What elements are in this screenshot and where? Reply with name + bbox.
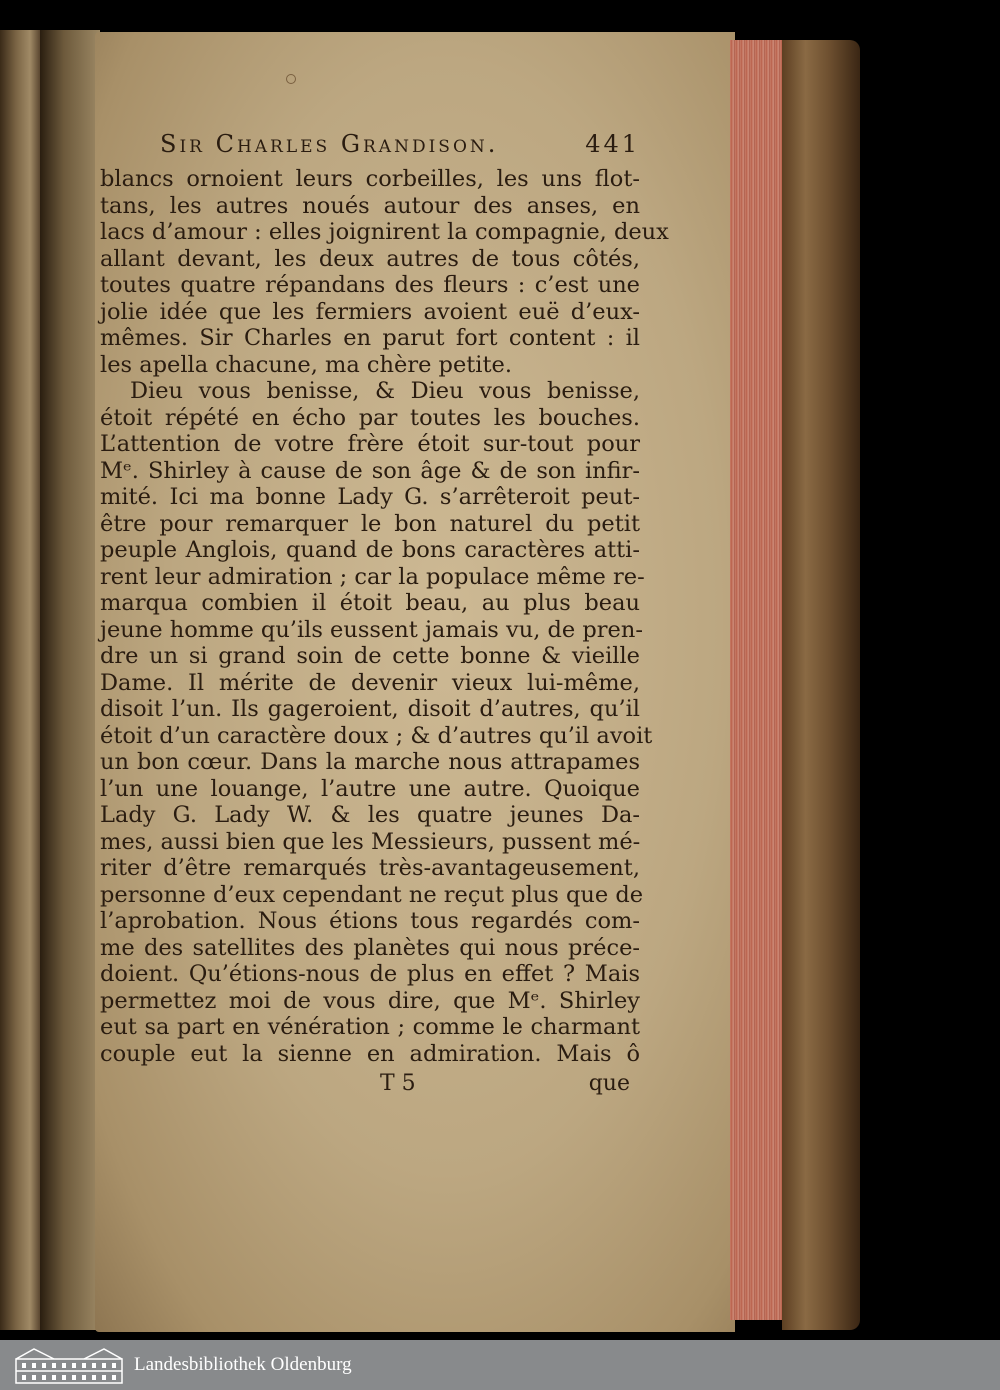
- text-line: jeune homme qu’ils eussent jamais vu, de pren-: [100, 616, 643, 643]
- library-building-icon: [14, 1345, 124, 1385]
- text-line: me des satellites des planètes qui nous préce-: [100, 934, 640, 961]
- text-line: tans, les autres noués autour des anses, en: [100, 192, 640, 219]
- text-line: personne d’eux cependant ne reçut plus que de: [100, 881, 644, 908]
- page-ornament: [286, 74, 296, 84]
- library-name: Landesbibliothek Oldenburg: [134, 1354, 352, 1375]
- page-text: [100, 130, 669, 1096]
- text-line: Dieu vous benisse, & Dieu vous benisse,: [130, 378, 640, 404]
- text-line: eut sa part en vénération ; comme le charmant: [100, 1014, 640, 1040]
- signature-mark: T 5: [380, 1071, 416, 1096]
- running-head: [160, 130, 640, 158]
- text-line: être pour remarquer le bon naturel du petit: [100, 510, 640, 537]
- text-line: rent leur admiration ; car la populace même re-: [100, 563, 645, 590]
- text-line: lacs d’amour : elles joignirent la compagnie, deux: [100, 219, 669, 245]
- text-line: jolie idée que les fermiers avoient euë d’eux-: [100, 298, 640, 325]
- page-edges: [730, 40, 785, 1320]
- text-line: toutes quatre répandans des fleurs : c’est une: [100, 272, 640, 298]
- text-line: Lady G. Lady W. & les quatre jeunes Da-: [100, 802, 640, 828]
- catchword: que: [588, 1071, 630, 1096]
- text-line: Dame. Il mérite de devenir vieux lui-même,: [100, 669, 640, 696]
- text-line: l’aprobation. Nous étions tous regardés com-: [100, 908, 640, 934]
- text-line: étoit d’un caractère doux ; & d’autres qu’il avoit: [100, 722, 653, 749]
- text-line: permettez moi de vous dire, que Mᵉ. Shirley: [100, 987, 640, 1014]
- text-line: un bon cœur. Dans la marche nous attrapames: [100, 749, 640, 775]
- book-cover: [782, 40, 860, 1330]
- text-line: allant devant, les deux autres de tous côtés,: [100, 245, 640, 272]
- text-line: dre un si grand soin de cette bonne & vieille: [100, 643, 640, 669]
- text-line: L’attention de votre frère étoit sur-tout pour: [100, 431, 640, 457]
- page-number: 441: [585, 130, 640, 158]
- text-line: Mᵉ. Shirley à cause de son âge & de son infir-: [100, 457, 640, 484]
- text-line: couple eut la sienne en admiration. Mais ô: [100, 1040, 640, 1067]
- text-line: peuple Anglois, quand de bons caractères atti-: [100, 537, 640, 563]
- page-footer: [100, 1071, 640, 1096]
- running-head-title: Sir Charles Grandison.: [160, 130, 499, 158]
- text-line: mes, aussi bien que les Messieurs, pussent mé-: [100, 828, 641, 855]
- text-line: étoit répété en écho par toutes les bouches.: [100, 404, 640, 431]
- text-line: blancs ornoient leurs corbeilles, les uns flot-: [100, 166, 640, 192]
- text-line: riter d’être remarqués très-avantageusement,: [100, 855, 640, 881]
- text-line: doient. Qu’étions-nous de plus en effet ? Mais: [100, 961, 640, 987]
- text-block: [100, 166, 669, 1067]
- text-line: mité. Ici ma bonne Lady G. s’arrêteroit peut-: [100, 484, 640, 510]
- text-line: mêmes. Sir Charles en parut fort content : il: [100, 325, 640, 351]
- text-line: l’un une louange, l’autre une autre. Quoique: [100, 775, 640, 802]
- left-page-edge: [0, 30, 40, 1330]
- library-banner: [0, 1340, 1000, 1390]
- text-line: disoit l’un. Ils gageroient, disoit d’autres, qu’il: [100, 696, 640, 722]
- text-line: marqua combien il étoit beau, au plus beau: [100, 590, 640, 616]
- book-gutter: [40, 30, 100, 1330]
- text-line: les apella chacune, ma chère petite.: [100, 351, 513, 378]
